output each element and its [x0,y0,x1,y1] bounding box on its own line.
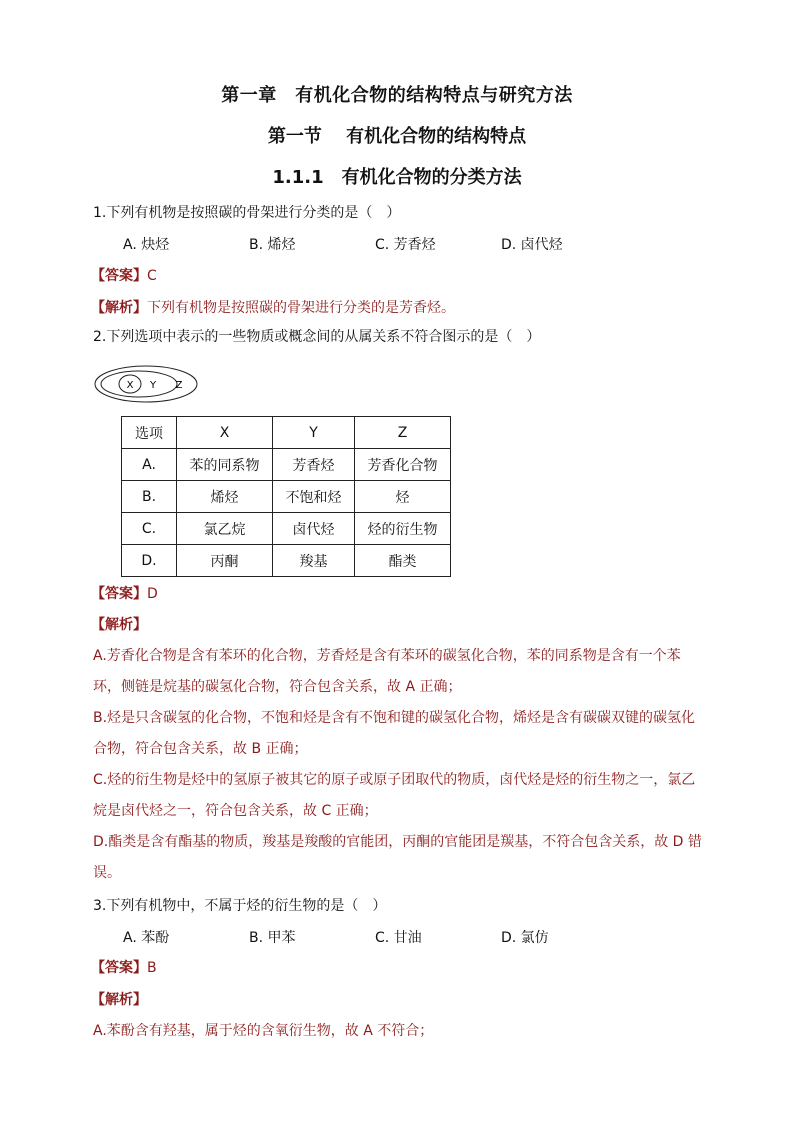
q2-analysis-heading [91,615,147,635]
table-cell: 羧基 [273,545,355,577]
q1-stem: 1.下列有机物是按照碳的骨架进行分类的是（ ） [93,205,401,221]
answer-tag: 【答案】 [91,586,147,602]
table-cell: 烯烃 [177,481,273,513]
analysis-tag: 【解析】 [91,300,147,316]
table-header-cell: X [177,417,273,449]
answer-value: B [147,960,157,976]
table-header-row [122,417,451,449]
q2-answer [91,584,158,604]
set-y-label: Y [149,380,157,391]
table-cell: 卤代烃 [273,513,355,545]
table-header-cell: Y [273,417,355,449]
table-row [122,449,451,481]
table-row [122,545,451,577]
q3-analysis-heading [91,990,147,1010]
q1-answer [91,266,157,286]
analysis-tag: 【解析】 [91,992,147,1008]
set-z-label: Z [175,380,183,391]
q3-option-a: A. 苯酚 [123,930,170,946]
table-header-cell: Z [355,417,451,449]
q1-option-a: A. 炔烃 [123,237,170,253]
q2-stem: 2.下列选项中表示的一些物质或概念间的从属关系不符合图示的是（ ） [93,329,541,345]
q2-analysis-b: B.烃是只含碳氢的化合物，不饱和烃是含有不饱和键的碳氢化合物，烯烃是含有碳碳双键的碳氢化合物，符合包含关系，故 B 正确； [93,710,696,757]
answer-value: C [147,268,157,284]
subsection-title: 1.1.1 有机化合物的分类方法 [272,167,522,188]
q3-option-d: D. 氯仿 [501,930,549,946]
table-row [122,513,451,545]
q3-answer [91,958,157,978]
q1-option-c: C. 芳香烃 [375,237,436,253]
q1-option-d: D. 卤代烃 [501,237,563,253]
set-x-label: X [126,380,134,391]
answer-value: D [147,586,158,602]
table-cell: 氯乙烷 [177,513,273,545]
set-y-outline [101,371,177,397]
section-title: 第一节 有机化合物的结构特点 [267,126,527,147]
table-cell: 苯的同系物 [177,449,273,481]
options-table [121,416,451,577]
analysis-text: 下列有机物是按照碳的骨架进行分类的是芳香烃。 [147,300,455,316]
q2-analysis-c: C.烃的衍生物是烃中的氢原子被其它的原子或原子团取代的物质，卤代烃是烃的衍生物之一，氯乙烷是卤代烃之一，符合包含关系，故 C 正确； [93,772,696,819]
q2-analysis-a: A.芳香化合物是含有苯环的化合物，芳香烃是含有苯环的碳氢化合物，苯的同系物是含有一个苯环，侧链是烷基的碳氢化合物，符合包含关系，故 A 正确； [93,648,681,695]
table-cell: 不饱和烃 [273,481,355,513]
table-cell: B. [122,481,177,513]
q3-option-b: B. 甲苯 [249,930,296,946]
table-cell: 烃的衍生物 [355,513,451,545]
nested-sets-diagram [93,364,199,404]
table-cell: 芳香烃 [273,449,355,481]
table-cell: D. [122,545,177,577]
q1-analysis [91,298,455,318]
q2-analysis-d: D.酯类是含有酯基的物质，羧基是羧酸的官能团，丙酮的官能团是羰基，不符合包含关系，故 D 错误。 [93,834,702,881]
q3-option-c: C. 甘油 [375,930,422,946]
answer-tag: 【答案】 [91,268,147,284]
table-cell: 酯类 [355,545,451,577]
table-cell: A. [122,449,177,481]
table-row [122,481,451,513]
table-header-cell: 选项 [122,417,177,449]
table-cell: 芳香化合物 [355,449,451,481]
answer-tag: 【答案】 [91,960,147,976]
table-cell: 丙酮 [177,545,273,577]
chapter-title: 第一章 有机化合物的结构特点与研究方法 [221,85,573,106]
table-cell: 烃 [355,481,451,513]
q3-stem: 3.下列有机物中，不属于烃的衍生物的是（ ） [93,898,387,914]
analysis-tag: 【解析】 [91,617,147,633]
q1-option-b: B. 烯烃 [249,237,296,253]
table-cell: C. [122,513,177,545]
q3-analysis-a: A.苯酚含有羟基，属于烃的含氧衍生物，故 A 不符合； [93,1023,434,1039]
